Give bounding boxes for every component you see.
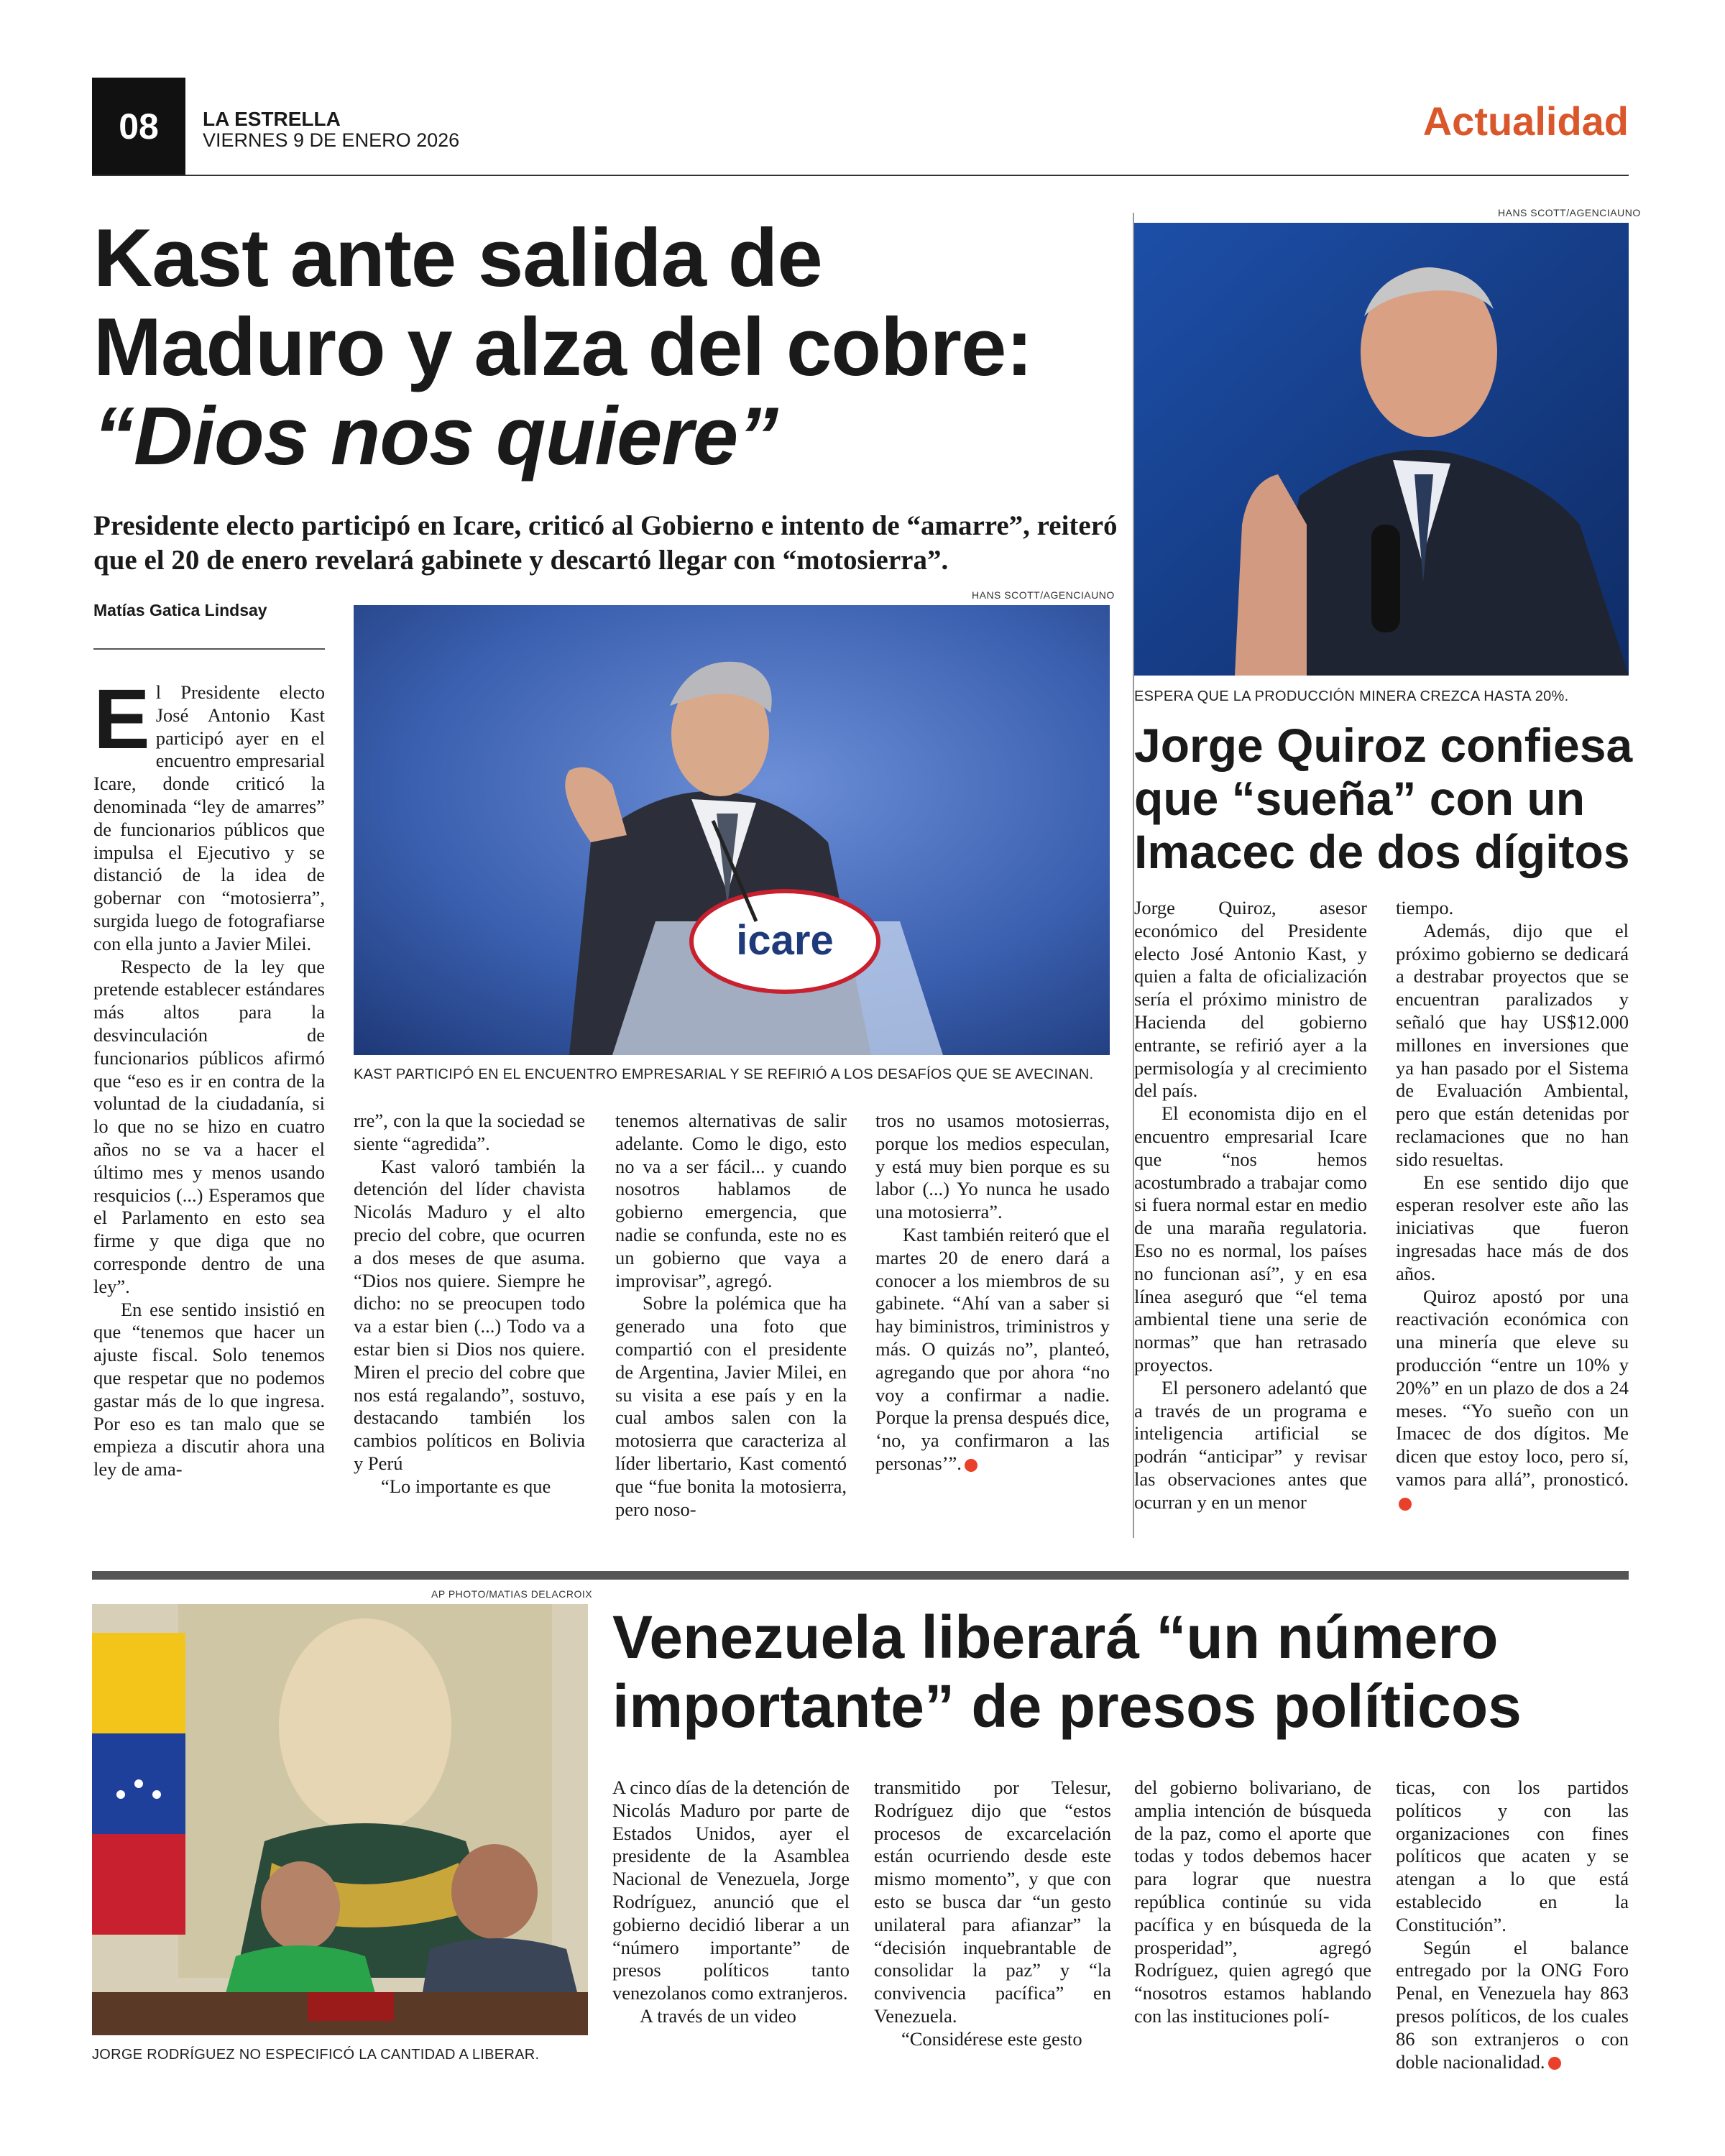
main-headline-quote: “Dios nos quiere” — [93, 391, 778, 482]
rodriguez-photo — [92, 1604, 588, 2035]
side-photo-caption: ESPERA QUE LA PRODUCCIÓN MINERA CREZCA HASTA 20%. — [1134, 688, 1569, 704]
bottom-column-4 — [1396, 1777, 1629, 2073]
icare-sign: icare — [736, 917, 834, 964]
byline-rule — [93, 648, 325, 650]
end-mark-icon — [1548, 2057, 1561, 2070]
section-divider — [92, 1571, 1629, 1580]
main-col2-para-2: Kast valoró también la detención del líder chavista Nicolás Maduro y el alto precio del cobre, que ocurren a dos meses de que asuma. “Dios nos quiere. Siempre he dicho: no se preocupen todo va a estar bien (...) Todo va a estar bien si Dios nos quiere. Miren el precio del cobre que nos está regalando”, sostuvo, destacando también los cambios políticos en Bolivia y Perú — [354, 1155, 585, 1474]
bottom-column-2 — [874, 1777, 1111, 2051]
side-col2-para-4: Quiroz apostó por una reactivación económica con una minería que eleve su producción “entre un 10% y 20%” en un plazo de dos a 24 meses. “Yo sueño con un Imacec de dos dígitos. Me dicen que estoy loco, pero sí, vamos para allá”, pronosticó. — [1396, 1286, 1629, 1514]
quiroz-photo-image — [1134, 223, 1629, 676]
quiroz-photo — [1134, 223, 1629, 676]
end-mark-icon — [965, 1459, 978, 1472]
paper-name: LA ESTRELLA — [203, 108, 341, 130]
main-photo-caption: KAST PARTICIPÓ EN EL ENCUENTRO EMPRESARIAL Y SE REFIRIÓ A LOS DESAFÍOS QUE SE AVECINAN. — [354, 1067, 1094, 1082]
side-col2-para-3: En ese sentido dijo que esperan resolver este año las iniciativas que fueron ingresadas hace más de dos años. — [1396, 1171, 1629, 1284]
bottom-col2-para-2: “Considérese este gesto — [901, 2027, 1082, 2050]
main-column-4 — [875, 1110, 1110, 1475]
byline: Matías Gatica Lindsay — [93, 601, 267, 619]
page-number: 08 — [92, 78, 185, 175]
main-col2-para-1: rre”, con la que la sociedad se siente “agredida”. — [354, 1110, 585, 1154]
bottom-col2-para-1: transmitido por Telesur, Rodríguez dijo que “estos procesos de excarcelación están ocurriendo desde este mismo momento”, y que con esto se busca dar “un gesto unilateral para afianzar” la “decisión inquebrantable de consolidar la paz” y “la convivencia pacífica” en Venezuela. — [874, 1777, 1111, 2027]
main-col4-para-2: Kast también reiteró que el martes 20 de enero dará a conocer a los miembros de su gabinete. “Ahí van a saber si hay biministros, triministros y más. O quizás no”, planteó, agregando que por ahora “no voy a confirmar a nadie. Porque la prensa después dice, ‘no, ya confirmaron a las personas’”. — [875, 1223, 1110, 1474]
side-photo-credit: HANS SCOTT/AGENCIAUNO — [1498, 207, 1641, 218]
main-col3-para-1: tenemos alternativas de salir adelante. Como le digo, esto no va a ser fácil... y cuando nosotros hablamos de gobierno emergencia, que nadie se confunda, este no es un gobierno que vaya a improvisar”, agregó. — [615, 1110, 847, 1291]
side-col1-para-1: Jorge Quiroz, asesor económico del Presidente electo José Antonio Kast, y quien a falta de oficialización sería el próximo ministro de Hacienda del gobierno entrante, se refirió ayer a la permisología y al crecimiento del país. — [1134, 897, 1367, 1102]
end-mark-icon — [1399, 1498, 1412, 1511]
header-rule — [92, 175, 1629, 176]
kast-photo-image — [354, 605, 1110, 1055]
side-col2-para-2: Además, dijo que el próximo gobierno se dedicará a destrabar proyectos que se encuentran paralizados y señaló que hay US$12.000 millones en inversiones que ya han pasado por el Sistema de Evaluación Ambiental, pero que están detenidas por reclamaciones que no han sido resueltas. — [1396, 919, 1629, 1170]
main-col4-para-1: tros no usamos motosierras, porque los medios especulan, y está muy bien porque es su labor (...) Yo nunca he usado una motosierra”. — [875, 1110, 1110, 1223]
side-headline: Jorge Quiroz confiesa que “sueña” con un Imacec de dos dígitos — [1134, 719, 1633, 878]
main-col2-para-3: “Lo importante es que — [381, 1475, 551, 1497]
side-col2-para-1: tiempo. — [1396, 897, 1454, 918]
bottom-headline: Venezuela liberará “un número importante” de presos políticos — [612, 1603, 1522, 1740]
kast-photo — [354, 605, 1110, 1055]
main-col3-para-2: Sobre la polémica que ha generado una foto que compartió con el presidente de Argentina, Javier Milei, en su visita a ese país y en la cual ambos salen con la motosierra que caracteriza al líder libertario, Kast comentó que “fue bonita la motosierra, pero noso- — [615, 1292, 847, 1520]
main-column-1 — [93, 672, 325, 1481]
issue-date: VIERNES 9 DE ENERO 2026 — [203, 129, 460, 151]
bottom-photo-caption: JORGE RODRÍGUEZ NO ESPECIFICÓ LA CANTIDAD A LIBERAR. — [92, 2047, 540, 2063]
main-headline-line1: Kast ante salida de — [93, 213, 822, 304]
bottom-column-1 — [612, 1777, 850, 2028]
section-title: Actualidad — [1422, 98, 1629, 144]
side-col1-para-3: El personero adelantó que a través de un programa e inteligencia artificial se podrán “anticipar” y revisar las observaciones antes que ocurran y en un menor — [1134, 1376, 1367, 1513]
main-photo-credit: HANS SCOTT/AGENCIAUNO — [972, 589, 1115, 601]
rodriguez-photo-image — [92, 1604, 588, 2035]
bottom-col4-para-1: ticas, con los partidos políticos y con las organizaciones con fines políticos que acaten y se atengan a lo que está establecido en la Constitución”. — [1396, 1777, 1629, 1935]
bottom-column-3 — [1134, 1777, 1371, 2028]
main-col1-para-2: Respecto de la ley que pretende establecer estándares más altos para la desvinculación de funcionarios públicos afirmó que “eso es ir en contra de la voluntad de la ciudadanía, si lo que no se hizo en cuatro años no se va a hacer el último mes y menos usando resquicios (...) Esperamos que el Parlamento en esto sea firme y que diga que no corresponde dentro de una ley”. — [93, 955, 325, 1297]
main-headline — [93, 214, 1128, 482]
main-col1-para-3: En ese sentido insistió en que “tenemos que hacer un ajuste fiscal. Solo tenemos que respetar que no podemos gastar más de lo que ingresa. Por eso es tan malo que se empieza a discutir ahora una ley de ama- — [93, 1298, 325, 1480]
bottom-photo-credit: AP PHOTO/MATIAS DELACROIX — [431, 1588, 593, 1600]
drop-cap: E — [93, 672, 150, 767]
main-column-2 — [354, 1110, 585, 1498]
bottom-col1-para-2: A través de un video — [640, 2004, 796, 2027]
bottom-col4-para-2: Según el balance entregado por la ONG Foro Penal, en Venezuela hay 863 presos políticos, de los cuales 86 son extranjeros o con doble nacionalidad. — [1396, 1936, 1629, 2073]
main-column-3 — [615, 1110, 847, 1521]
bottom-col1-para-1: A cinco días de la detención de Nicolás Maduro por parte de Estados Unidos, ayer el presidente de la Asamblea Nacional de Venezuela, Jorge Rodríguez, anunció que el gobierno decidió liberar a un “número importante” de presos políticos tanto venezolanos como extranjeros. — [612, 1777, 850, 2004]
main-deck: Presidente electo participó en Icare, criticó al Gobierno e intento de “amarre”, reiteró que el 20 de enero revelará gabinete y descartó llegar con “motosierra”. — [93, 510, 1118, 576]
bottom-col3-para-1: del gobierno bolivariano, de amplia intención de búsqueda de la paz, como el aporte que todas y todos debemos hacer para lograr que nuestra república continúe su vida pacífica y en búsqueda de la prosperidad”, agregó Rodríguez, quien agregó que “nosotros estamos hablando con las instituciones polí- — [1134, 1777, 1371, 2027]
side-col1-para-2: El economista dijo en el encuentro empresarial Icare que “nos hemos acostumbrado a trabajar como si fuera normal estar en medio de una maraña regulatoria. Eso no es normal, los países no funcionan así”, y en esa línea aseguró que “el tema ambiental tiene una serie de normas” que han retrasado proyectos. — [1134, 1102, 1367, 1376]
side-column-1 — [1134, 897, 1367, 1514]
main-col1-para-1: El Presidente electo José Antonio Kast participó ayer en el encuentro empresarial Icare, donde criticó la denominada “ley de amarres” de funcionarios públicos que impulsa el Ejecutivo y se distanció de la idea de gobernar con “motosierra”, surgida luego de fotografiarse con ella junto a Javier Milei. — [93, 672, 325, 954]
main-headline-line2: Maduro y alza del cobre: — [93, 302, 1033, 393]
side-column-2 — [1396, 897, 1629, 1514]
